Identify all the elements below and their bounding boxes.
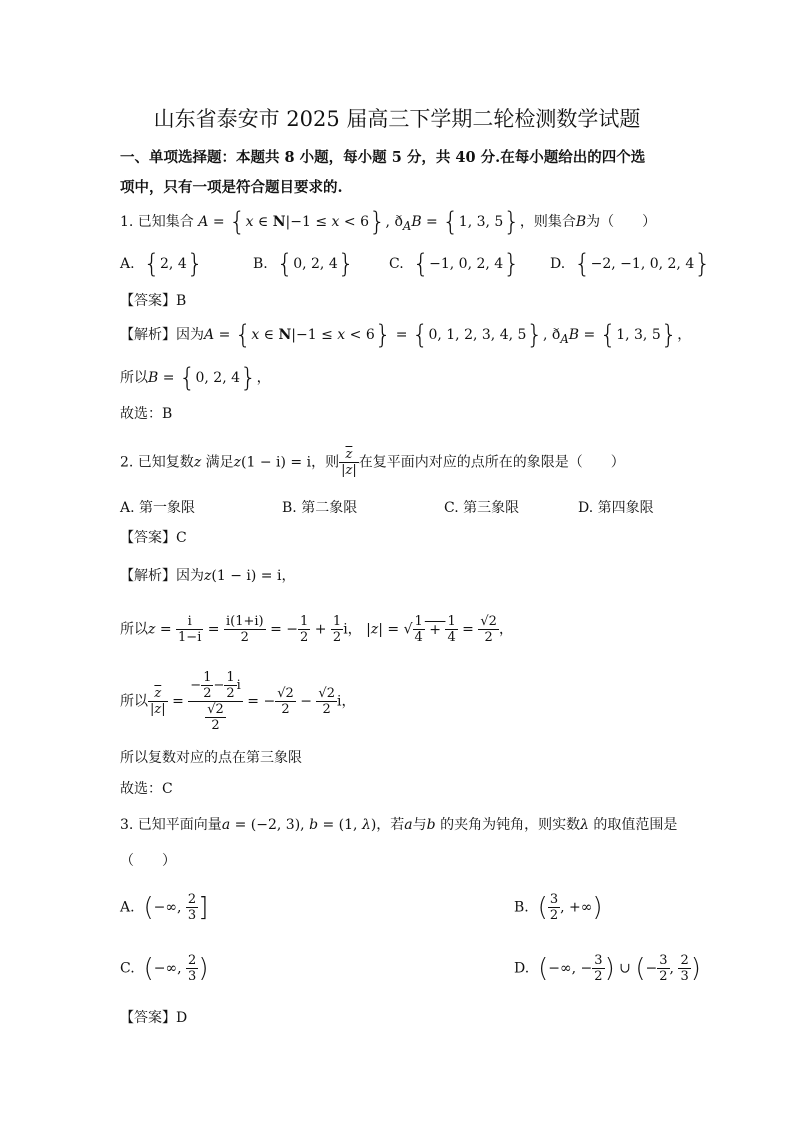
page-title: 山东省泰安市 2025 届高三下学期二轮检测数学试题: [153, 107, 641, 131]
q3-option-b: B. ( $\frac{3}{2}$ , +∞): [514, 892, 603, 923]
q1-solution-line2: 所以B = {0, 2, 4}，: [120, 363, 271, 393]
q2-solution-line2: 所以z = $\frac{i}{1-i}$ = $\frac{i(1+i)}{2}$ = − $\frac{1}{2}$ + $\frac{1}{2}$ i， |z| = √ $\frac{1}{4}$ + $\frac{1}{4}$ = $\frac{√2}{2}$ ，: [120, 614, 513, 645]
q3-answer: 【答案】D: [120, 1010, 188, 1026]
q1-answer: 【答案】B: [120, 293, 187, 309]
q2-option-a: A. 第一象限: [120, 500, 196, 516]
q1-option-a: A. {2, 4}: [120, 249, 204, 279]
q3-option-d: D. (−∞, − $\frac{3}{2}$ ) ∪ (− $\frac{3}{2}$ , $\frac{2}{3}$ ): [514, 953, 701, 984]
q2-option-c: C. 第三象限: [444, 500, 520, 516]
q2-option-b: B. 第二象限: [282, 500, 358, 516]
q2-stem: 2. 已知复数z 满足z(1 − i) = i，则 $\frac{\overline{z}}{|z|}$ 在复平面内对应的点所在的象限是（ ）: [120, 447, 625, 478]
q1-set-expression: A: [198, 214, 209, 230]
q1-option-c: C. {−1, 0, 2, 4}: [389, 249, 520, 279]
q1-conclusion: 故选：B: [120, 406, 173, 422]
q1-stem: 1. 已知集合 A = {x ∈ N|−1 ≤ x < 6}, $ð_AB = \{1$, 3, 5}，则集合B为（ ）: [120, 207, 657, 237]
q2-solution-line1: 【解析】因为z(1 − i) = i，: [120, 568, 296, 584]
section-header-line2: 项中，只有一项是符合题目要求的.: [120, 179, 343, 196]
q2-solution-line3: 所以 $\frac{\overline{z}}{|z|}$ = − $\frac{1}{2}$ − $\frac{1}{2}$ i $\frac{√2}{2}$ = − $\frac{√2}{2}$ − $\frac{√2}{2}$ i，: [120, 670, 356, 733]
q1-solution-line1: 【解析】因为A = {x ∈ N|−1 ≤ x < 6} = {0, 1, 2, 3, 4, 5}, $ð_AB = \{1$, 3, 5}，: [120, 320, 692, 350]
section-header-line1: 一、单项选择题：本题共 8 小题，每小题 5 分，共 40 分.在每小题给出的四个选: [120, 149, 646, 166]
q2-answer: 【答案】C: [120, 530, 187, 546]
q2-solution-line4: 所以复数对应的点在第三象限: [120, 750, 302, 766]
q3-stem: 3. 已知平面向量a = (−2, 3), b = (1, λ)，若a与b 的夹角为钝角，则实数λ 的取值范围是: [120, 817, 678, 833]
q3-option-a: A. (−∞, $\frac{2}{3}$ ]: [120, 892, 209, 923]
q1-option-d: D. {−2, −1, 0, 2, 4}: [550, 249, 711, 279]
q2-conclusion: 故选：C: [120, 781, 173, 797]
q2-option-d: D. 第四象限: [578, 500, 654, 516]
q3-paren: （ ）: [120, 853, 176, 869]
q1-option-b: B. {0, 2, 4}: [253, 249, 355, 279]
q3-option-c: C. (−∞, $\frac{2}{3}$ ): [120, 953, 209, 984]
